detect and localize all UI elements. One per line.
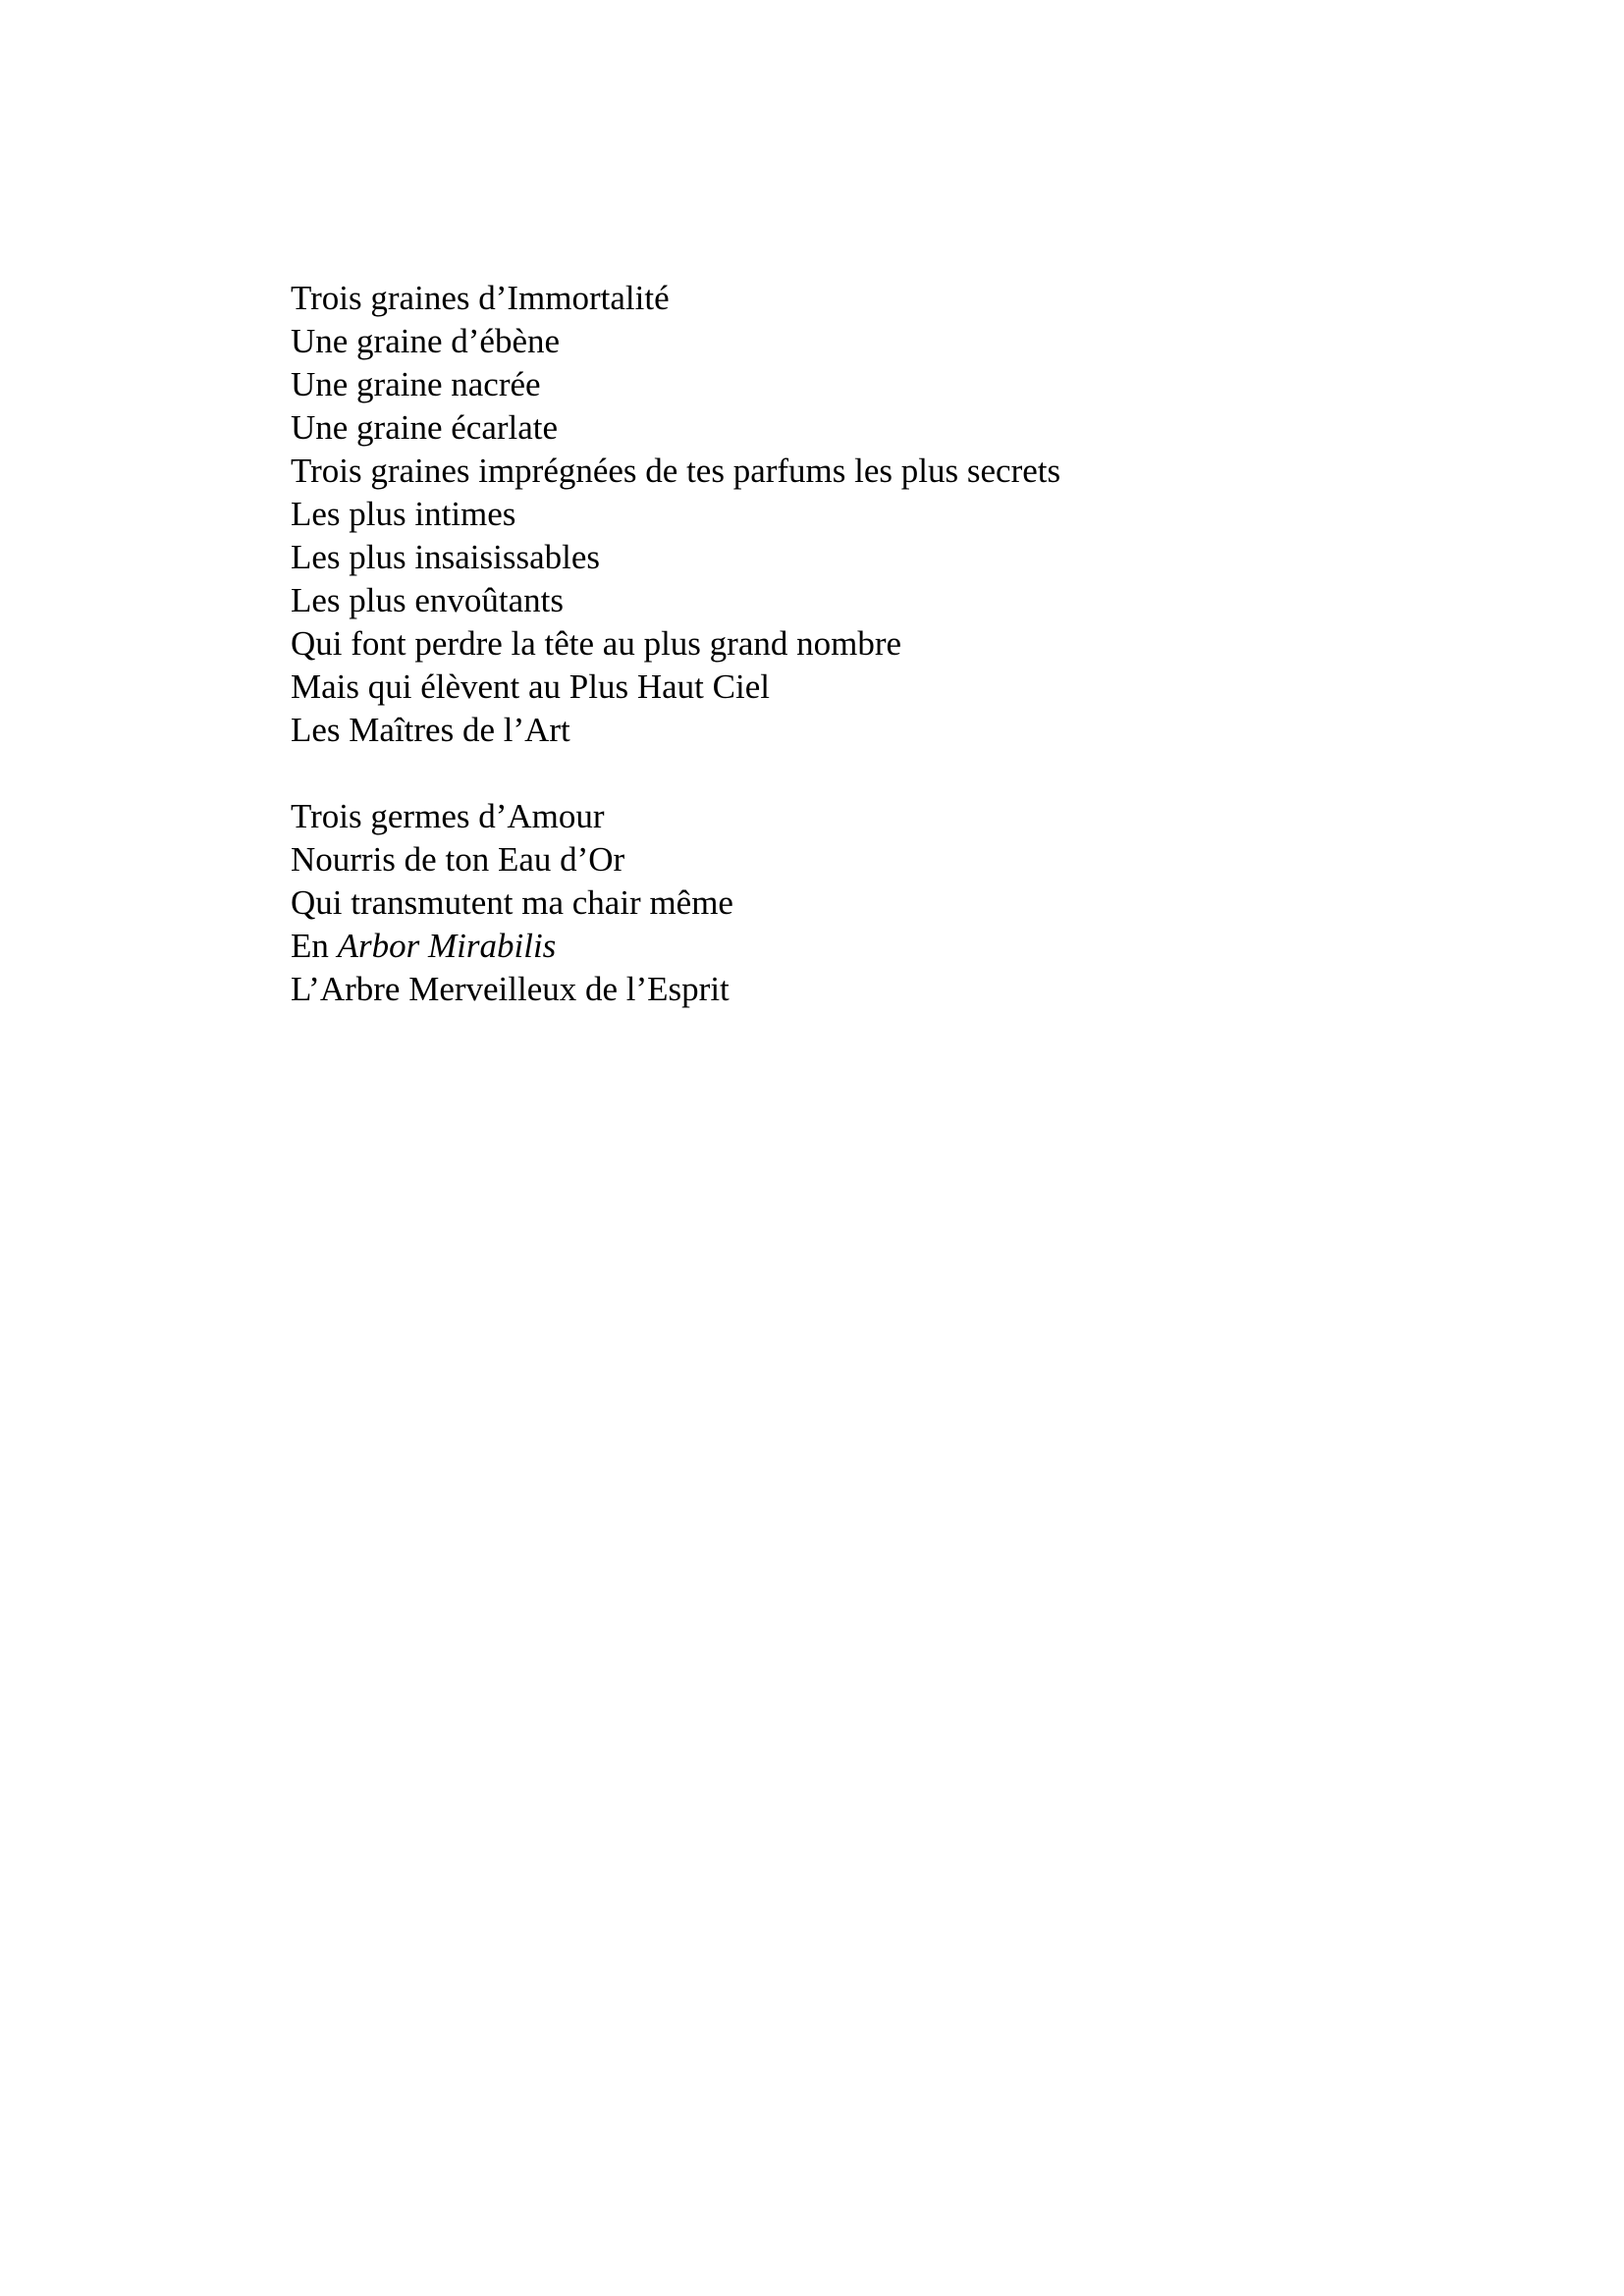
poem-line: Une graine nacrée [291, 365, 541, 403]
poem-line: Les plus intimes [291, 495, 516, 533]
stanza-2 [291, 795, 1469, 1011]
poem-line: Trois graines d’Immortalité [291, 279, 670, 317]
line-prefix: En [291, 927, 338, 965]
poem-line: Une graine d’ébène [291, 322, 561, 360]
poem-line: Une graine écarlate [291, 408, 559, 447]
poem-line: Les plus insaisissables [291, 538, 600, 576]
poem-line: Nourris de ton Eau d’Or [291, 840, 625, 879]
poem-line: L’Arbre Merveilleux de l’Esprit [291, 970, 730, 1008]
poem-line: Mais qui élèvent au Plus Haut Ciel [291, 667, 770, 706]
poem-line: Les Maîtres de l’Art [291, 711, 570, 749]
poem-line: Trois graines imprégnées de tes parfums les plus secrets [291, 452, 1061, 490]
poem-line: Qui font perdre la tête au plus grand nombre [291, 624, 902, 663]
italic-phrase: Arbor Mirabilis [337, 927, 557, 965]
poem-line: Les plus envoûtants [291, 581, 565, 619]
poem [291, 277, 1469, 1011]
poem-line-mixed [291, 925, 1469, 968]
poem-line: Qui transmutent ma chair même [291, 883, 733, 922]
poem-line: Trois germes d’Amour [291, 797, 605, 835]
stanza-1 [291, 277, 1469, 752]
